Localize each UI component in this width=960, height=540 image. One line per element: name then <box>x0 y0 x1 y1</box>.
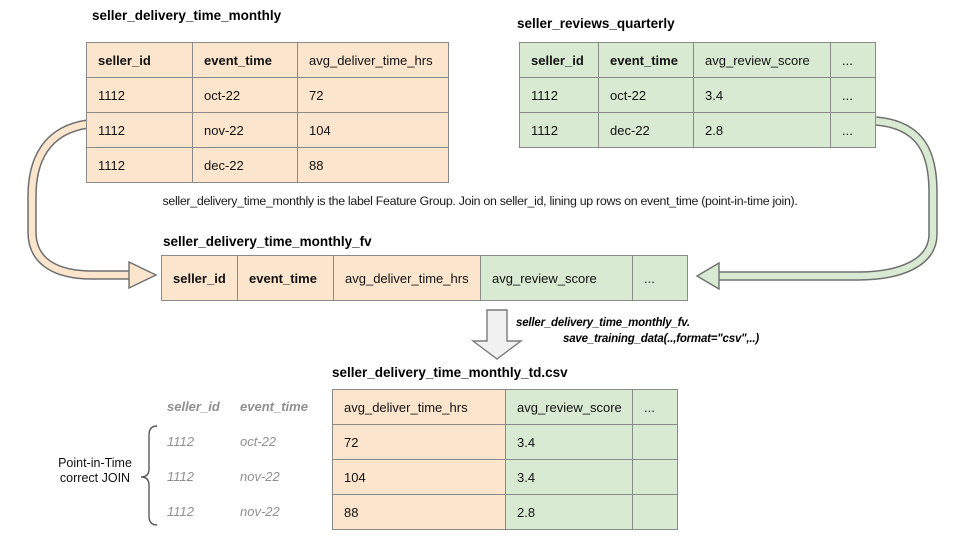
table-header-row <box>333 390 678 425</box>
training-data-title: seller_delivery_time_monthly_td.csv <box>332 365 568 380</box>
data-cell: 3.4 <box>506 425 633 460</box>
table-row <box>333 425 678 460</box>
table-row <box>87 113 449 148</box>
join-caption: seller_delivery_time_monthly is the label Feature Group. Join on seller_id, lining up rows on event_time (point-in-time join). <box>162 194 798 208</box>
data-cell: 1112 <box>87 78 193 113</box>
feature-view-title: seller_delivery_time_monthly_fv <box>163 234 372 249</box>
data-cell: nov-22 <box>193 113 298 148</box>
join-label-line2: correct JOIN <box>59 471 131 485</box>
data-cell: 1112 <box>520 113 599 148</box>
header-cell: event_time <box>193 43 298 78</box>
save-call-annotation <box>516 315 759 347</box>
green-arrowhead-icon <box>697 263 719 289</box>
data-cell: 1112 <box>520 78 599 113</box>
table-row <box>87 78 449 113</box>
header-cell: ... <box>633 390 678 425</box>
header-cell: event_time <box>238 256 334 301</box>
data-cell: 3.4 <box>694 78 831 113</box>
header-cell: avg_review_score <box>694 43 831 78</box>
table-row <box>87 148 449 183</box>
fg-delivery-table <box>86 42 449 183</box>
header-cell: avg_deliver_time_hrs <box>333 390 506 425</box>
data-cell: 72 <box>298 78 449 113</box>
orange-arrowhead-icon <box>129 262 156 288</box>
data-cell: 104 <box>333 460 506 495</box>
table-row <box>520 78 876 113</box>
header-cell: avg_review_score <box>506 390 633 425</box>
data-cell: 88 <box>333 495 506 530</box>
data-cell: 2.8 <box>506 495 633 530</box>
ghost-value: nov-22 <box>240 469 280 484</box>
table-row <box>333 495 678 530</box>
header-cell: seller_id <box>162 256 238 301</box>
data-cell: 3.4 <box>506 460 633 495</box>
data-cell: 104 <box>298 113 449 148</box>
table-row <box>520 113 876 148</box>
data-cell <box>633 495 678 530</box>
data-cell: 72 <box>333 425 506 460</box>
header-cell: ... <box>831 43 876 78</box>
save-call-line2: save_training_data(..,format="csv",..) <box>563 333 760 345</box>
data-cell <box>633 425 678 460</box>
ghost-value: 1112 <box>167 469 194 484</box>
join-label-line1: Point-in-Time <box>58 456 132 470</box>
table-header-row <box>162 256 688 301</box>
ghost-header: event_time <box>240 399 308 414</box>
data-cell <box>633 460 678 495</box>
data-cell: ... <box>831 78 876 113</box>
ghost-value: nov-22 <box>240 504 280 519</box>
table-header-row <box>520 43 876 78</box>
data-cell: 1112 <box>87 113 193 148</box>
data-cell: 1112 <box>87 148 193 183</box>
ghost-column-seller-id <box>167 389 220 529</box>
ghost-value: oct-22 <box>240 434 277 449</box>
fg-delivery-title: seller_delivery_time_monthly <box>92 8 282 23</box>
save-call-line1: seller_delivery_time_monthly_fv. <box>516 317 690 329</box>
data-cell: 88 <box>298 148 449 183</box>
ghost-header: seller_id <box>167 399 220 414</box>
ghost-value: 1112 <box>167 434 194 449</box>
header-cell: seller_id <box>520 43 599 78</box>
header-cell: avg_review_score <box>481 256 633 301</box>
data-cell: dec-22 <box>193 148 298 183</box>
data-cell: oct-22 <box>599 78 694 113</box>
point-in-time-join-label <box>45 456 145 486</box>
header-cell: event_time <box>599 43 694 78</box>
data-cell: 2.8 <box>694 113 831 148</box>
header-cell: seller_id <box>87 43 193 78</box>
header-cell: ... <box>633 256 688 301</box>
data-cell: ... <box>831 113 876 148</box>
data-cell: dec-22 <box>599 113 694 148</box>
training-data-table <box>332 389 678 530</box>
data-cell: oct-22 <box>193 78 298 113</box>
table-row <box>333 460 678 495</box>
ghost-column-event-time <box>240 389 308 529</box>
table-header-row <box>87 43 449 78</box>
feature-view-table <box>161 255 688 301</box>
header-cell: avg_deliver_time_hrs <box>298 43 449 78</box>
header-cell: avg_deliver_time_hrs <box>334 256 481 301</box>
ghost-value: 1112 <box>167 504 194 519</box>
fg-reviews-table <box>519 42 876 148</box>
fg-reviews-title: seller_reviews_quarterly <box>517 16 675 31</box>
down-arrow-icon <box>473 310 521 359</box>
